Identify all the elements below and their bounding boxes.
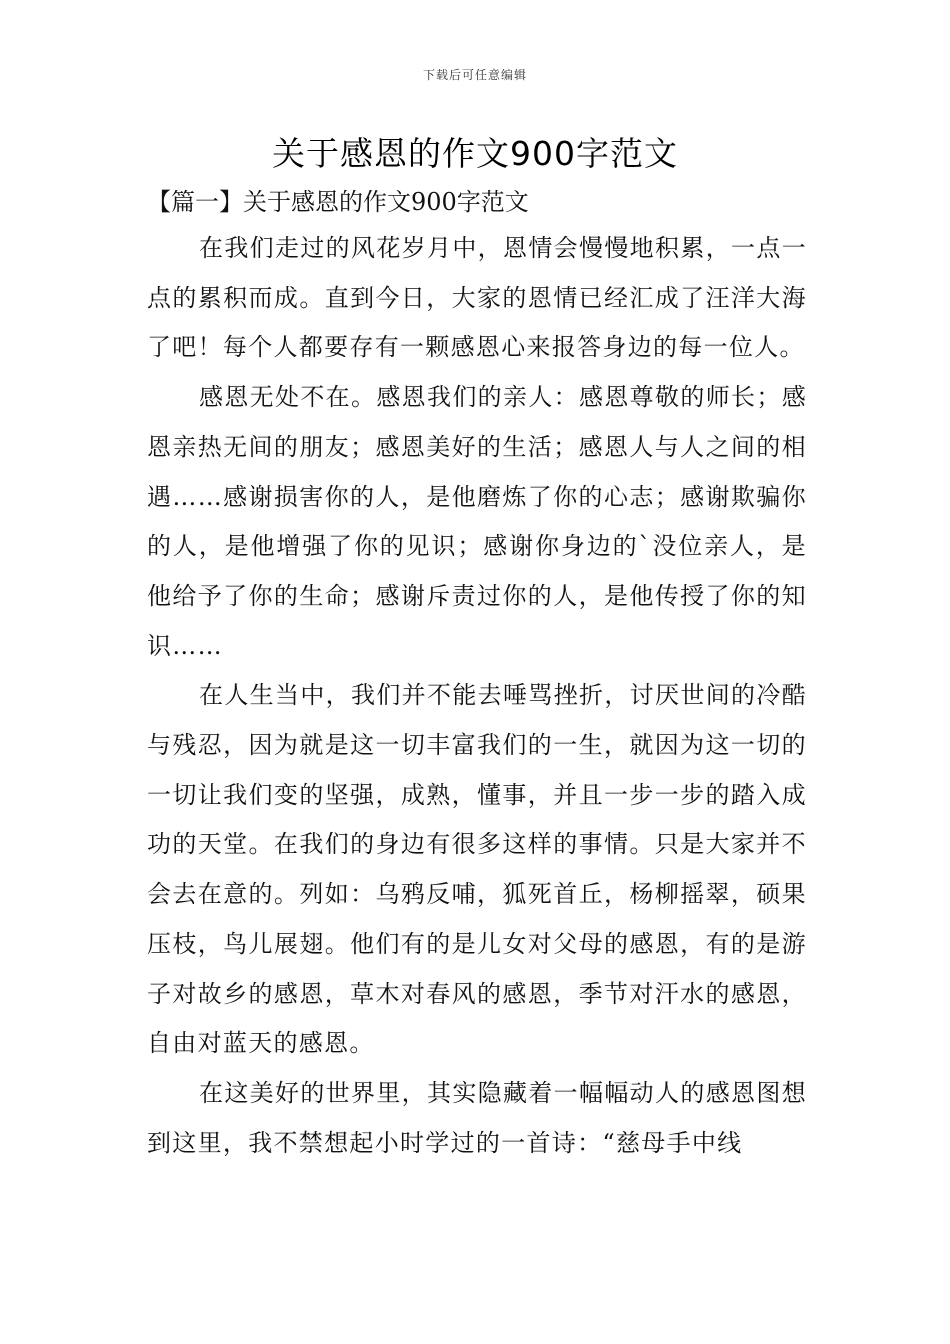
- paragraph-4: 在这美好的世界里，其实隐藏着一幅幅动人的感恩图想到这里，我不禁想起小时学过的一首诗：“慈母手中线: [147, 1078, 807, 1157]
- paragraph-2: 感恩无处不在。感恩我们的亲人：感恩尊敬的师长；感恩亲热无间的朋友；感恩美好的生活；感恩人与人之间的相遇……感谢损害你的人，是他磨炼了你的心志；感谢欺骗你的人，是他增强了你的见识；感谢你身边的`没位亲人，是他给予了你的生命；感谢斥责过你的人，是他传授了你的知识……: [147, 383, 807, 660]
- section-heading: 【篇一】关于感恩的作文900字范文: [147, 188, 529, 216]
- header-note: 下载后可任意编辑: [422, 68, 527, 82]
- paragraph-3: 在人生当中，我们并不能去唾骂挫折，讨厌世间的冷酷与残忍，因为就是这一切丰富我们的一生，就因为这一切的一切让我们变的坚强，成熟，懂事，并且一步一步的踏入成功的天堂。在我们的身边有很多这样的事情。只是大家并不会去在意的。列如：乌鸦反哺，狐死首丘，杨柳摇翠，硕果压枝，鸟儿展翅。他们有的是儿女对父母的感恩，有的是游子对故乡的感恩，草木对春风的感恩，季节对汗水的感恩，自由对蓝天的感恩。: [147, 681, 807, 1058]
- article-body: [147, 224, 807, 1168]
- page-title: 关于感恩的作文900字范文: [272, 134, 678, 173]
- paragraph-1: 在我们走过的风花岁月中，恩情会慢慢地积累，一点一点的累积而成。直到今日，大家的恩情已经汇成了汪洋大海了吧！每个人都要存有一颗感恩心来报答身边的每一位人。: [147, 234, 807, 362]
